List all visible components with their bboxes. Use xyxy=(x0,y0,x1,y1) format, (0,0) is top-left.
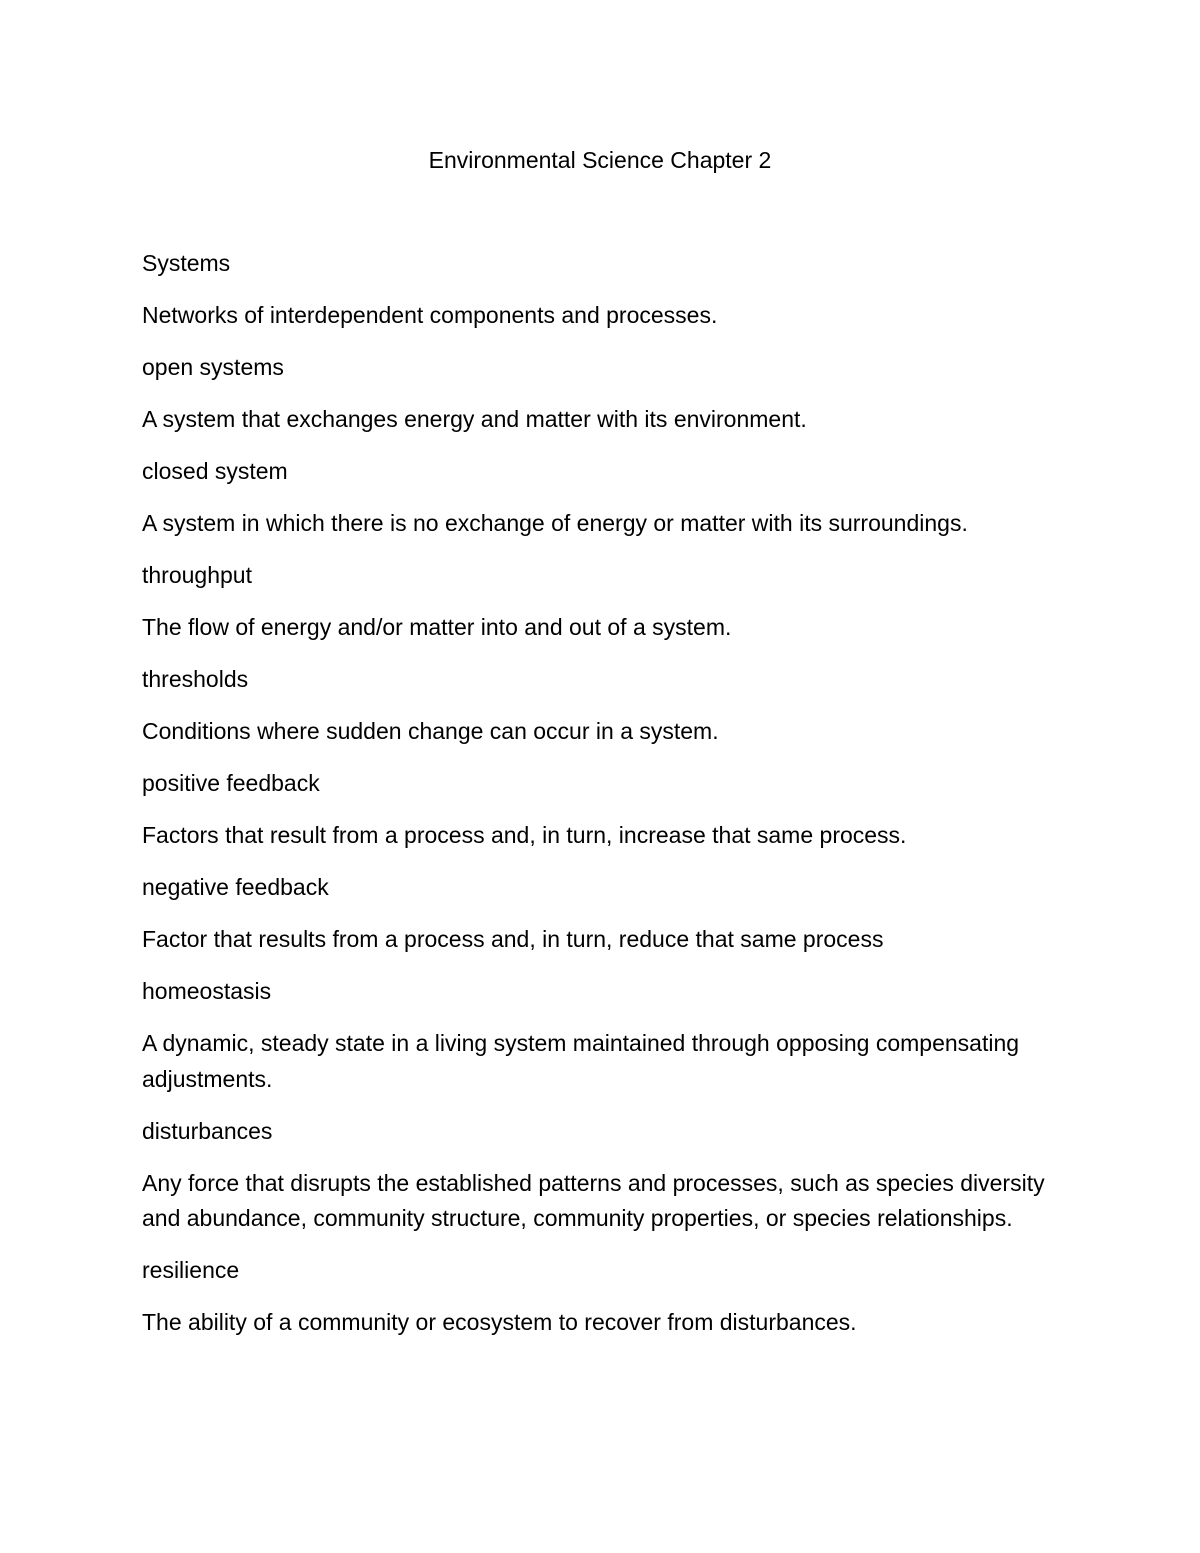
term: Systems xyxy=(142,250,231,276)
glossary-entry xyxy=(142,350,1072,438)
glossary-entry xyxy=(142,1253,1072,1341)
term: negative feedback xyxy=(142,874,329,900)
glossary-entry xyxy=(142,870,1072,958)
glossary-entry xyxy=(142,662,1072,750)
glossary-entry xyxy=(142,246,1072,334)
glossary-list xyxy=(142,246,1072,1357)
term: throughput xyxy=(142,562,252,588)
definition: Conditions where sudden change can occur in a system. xyxy=(142,718,719,744)
definition: Factor that results from a process and, in turn, reduce that same process xyxy=(142,926,884,952)
definition: Factors that result from a process and, in turn, increase that same process. xyxy=(142,822,907,848)
definition: The flow of energy and/or matter into and out of a system. xyxy=(142,614,732,640)
definition: A system in which there is no exchange of energy or matter with its surroundings. xyxy=(142,510,968,536)
document-title: Environmental Science Chapter 2 xyxy=(428,147,772,173)
glossary-entry xyxy=(142,766,1072,854)
term: thresholds xyxy=(142,666,249,692)
term: resilience xyxy=(142,1257,240,1283)
definition: Any force that disrupts the established patterns and processes, such as species diversity and abundance, community structure, community properties, or species relationships. xyxy=(142,1169,1045,1231)
definition: A dynamic, steady state in a living system maintained through opposing compensating adjustments. xyxy=(142,1030,1020,1092)
glossary-entry xyxy=(142,974,1072,1097)
definition: Networks of interdependent components and processes. xyxy=(142,302,718,328)
term: homeostasis xyxy=(142,978,272,1004)
term: disturbances xyxy=(142,1117,273,1144)
definition: The ability of a community or ecosystem to recover from disturbances. xyxy=(142,1309,857,1335)
glossary-entry xyxy=(142,454,1072,542)
term: open systems xyxy=(142,354,284,380)
glossary-entry xyxy=(142,558,1072,646)
term: positive feedback xyxy=(142,770,320,796)
term: closed system xyxy=(142,458,288,484)
glossary-entry xyxy=(142,1114,1072,1237)
definition: A system that exchanges energy and matter with its environment. xyxy=(142,406,807,432)
